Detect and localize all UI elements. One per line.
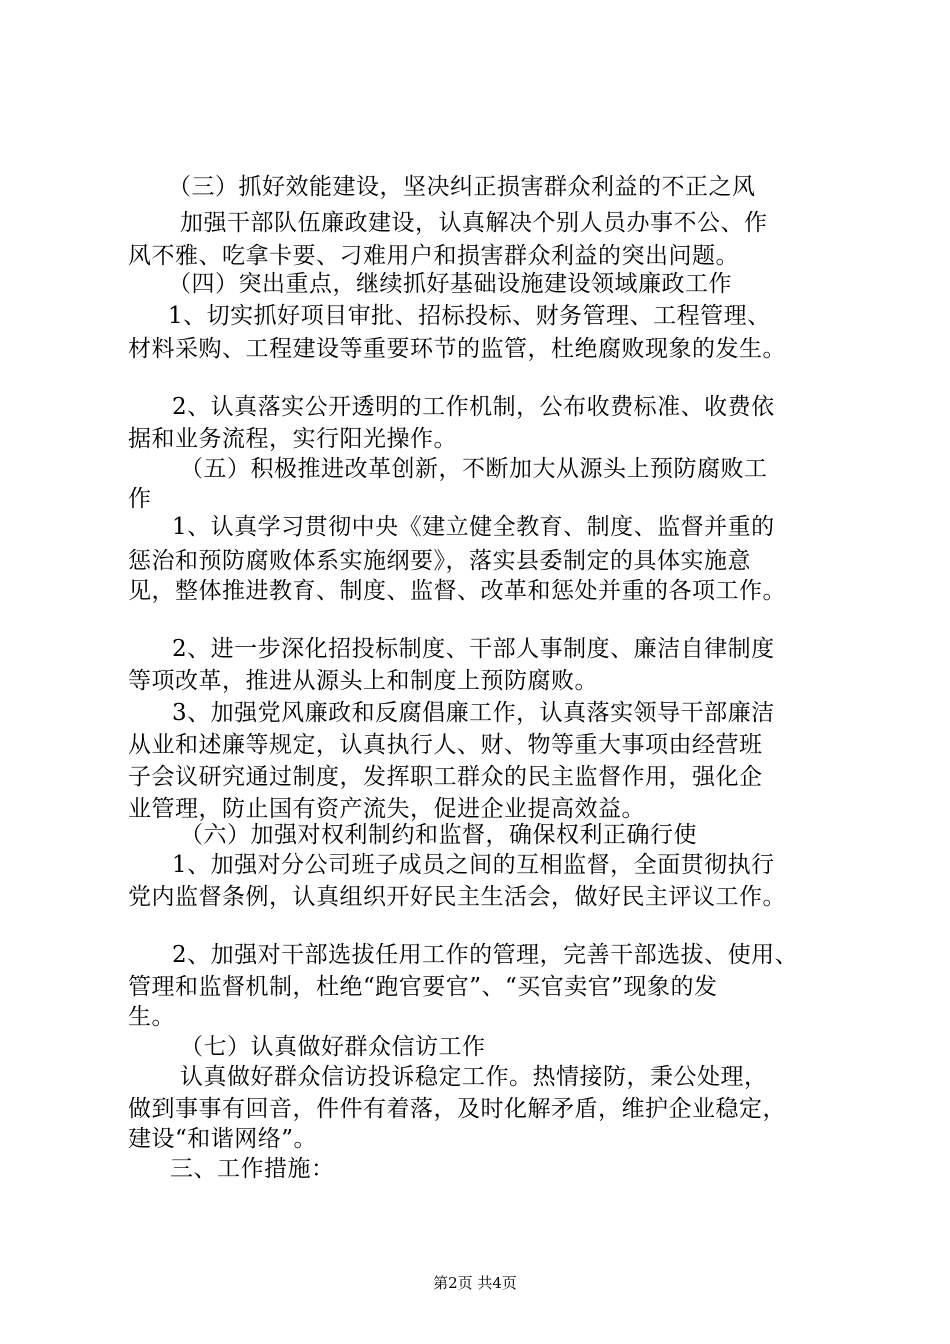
paragraph-line: 据和业务流程，实行阳光操作。	[128, 426, 457, 452]
heading-section-5: （五）积极推进改革创新，不断加大从源头上预防腐败工	[180, 456, 768, 482]
heading-section-4: （四）突出重点，继续抓好基础设施建设领域廉政工作	[168, 271, 732, 297]
paragraph-line: 1、认真学习贯彻中央《建立健全教育、制度、监督并重的	[172, 514, 775, 540]
paragraph-line: 1、加强对分公司班子成员之间的互相监督，全面贯彻执行	[172, 852, 775, 878]
paragraph-line: 惩治和预防腐败体系实施纲要》，落实县委制定的具体实施意	[128, 548, 751, 574]
paragraph-line: 作	[128, 486, 152, 512]
heading-work-measures: 三、工作措施：	[170, 1156, 335, 1182]
heading-section-7: （七）认真做好群众信访工作	[180, 1034, 486, 1060]
paragraph-line: 管理和监督机制，杜绝“跑官要官”、“买官卖官”现象的发	[128, 974, 718, 1000]
paragraph-line: 等项改革，推进从源头上和制度上预防腐败。	[128, 668, 598, 694]
heading-section-3: （三）抓好效能建设，坚决纠正损害群众利益的不正之风	[168, 174, 756, 200]
paragraph-line: 认真做好群众信访投诉稳定工作。热情接防，秉公处理，	[180, 1064, 768, 1090]
paragraph-line: 从业和述廉等规定，认真执行人、财、物等重大事项由经营班	[128, 732, 763, 758]
paragraph-line: 1、切实抓好项目审批、招标投标、财务管理、工程管理、	[168, 303, 771, 329]
paragraph-line: 2、认真落实公开透明的工作机制，公布收费标准、收费依	[172, 394, 775, 420]
paragraph-line: 做到事事有回音，件件有着落，及时化解矛盾，维护企业稳定，	[128, 1096, 786, 1122]
paragraph-line: 材料采购、工程建设等重要环节的监管，杜绝腐败现象的发生。	[128, 336, 786, 362]
paragraph-line: 2、进一步深化招投标制度、干部人事制度、廉洁自律制度	[172, 636, 775, 662]
paragraph-line: 子会议研究通过制度，发挥职工群众的民主监督作用，强化企	[128, 764, 763, 790]
paragraph-line: 生。	[128, 1004, 175, 1030]
paragraph-line: 加强干部队伍廉政建设，认真解决个别人员办事不公、作	[180, 210, 768, 236]
paragraph-line: 业管理，防止国有资产流失，促进企业提高效益。	[128, 796, 645, 822]
paragraph-line: 2、加强对干部选拔任用工作的管理，完善干部选拔、使用、	[172, 942, 799, 968]
page-footer: 第2页 共4页	[433, 1274, 517, 1292]
paragraph-line: 3、加强党风廉政和反腐倡廉工作，认真落实领导干部廉洁	[172, 700, 775, 726]
heading-section-6: （六）加强对权利制约和监督，确保权利正确行使	[180, 822, 697, 848]
paragraph-line: 建设“和谐网络”。	[128, 1126, 318, 1152]
paragraph-line: 风不雅、吃拿卡要、刁难用户和损害群众利益的突出问题。	[128, 243, 739, 269]
paragraph-line: 党内监督条例，认真组织开好民主生活会，做好民主评议工作。	[128, 884, 786, 910]
paragraph-line: 见，整体推进教育、制度、监督、改革和惩处并重的各项工作。	[128, 578, 786, 604]
